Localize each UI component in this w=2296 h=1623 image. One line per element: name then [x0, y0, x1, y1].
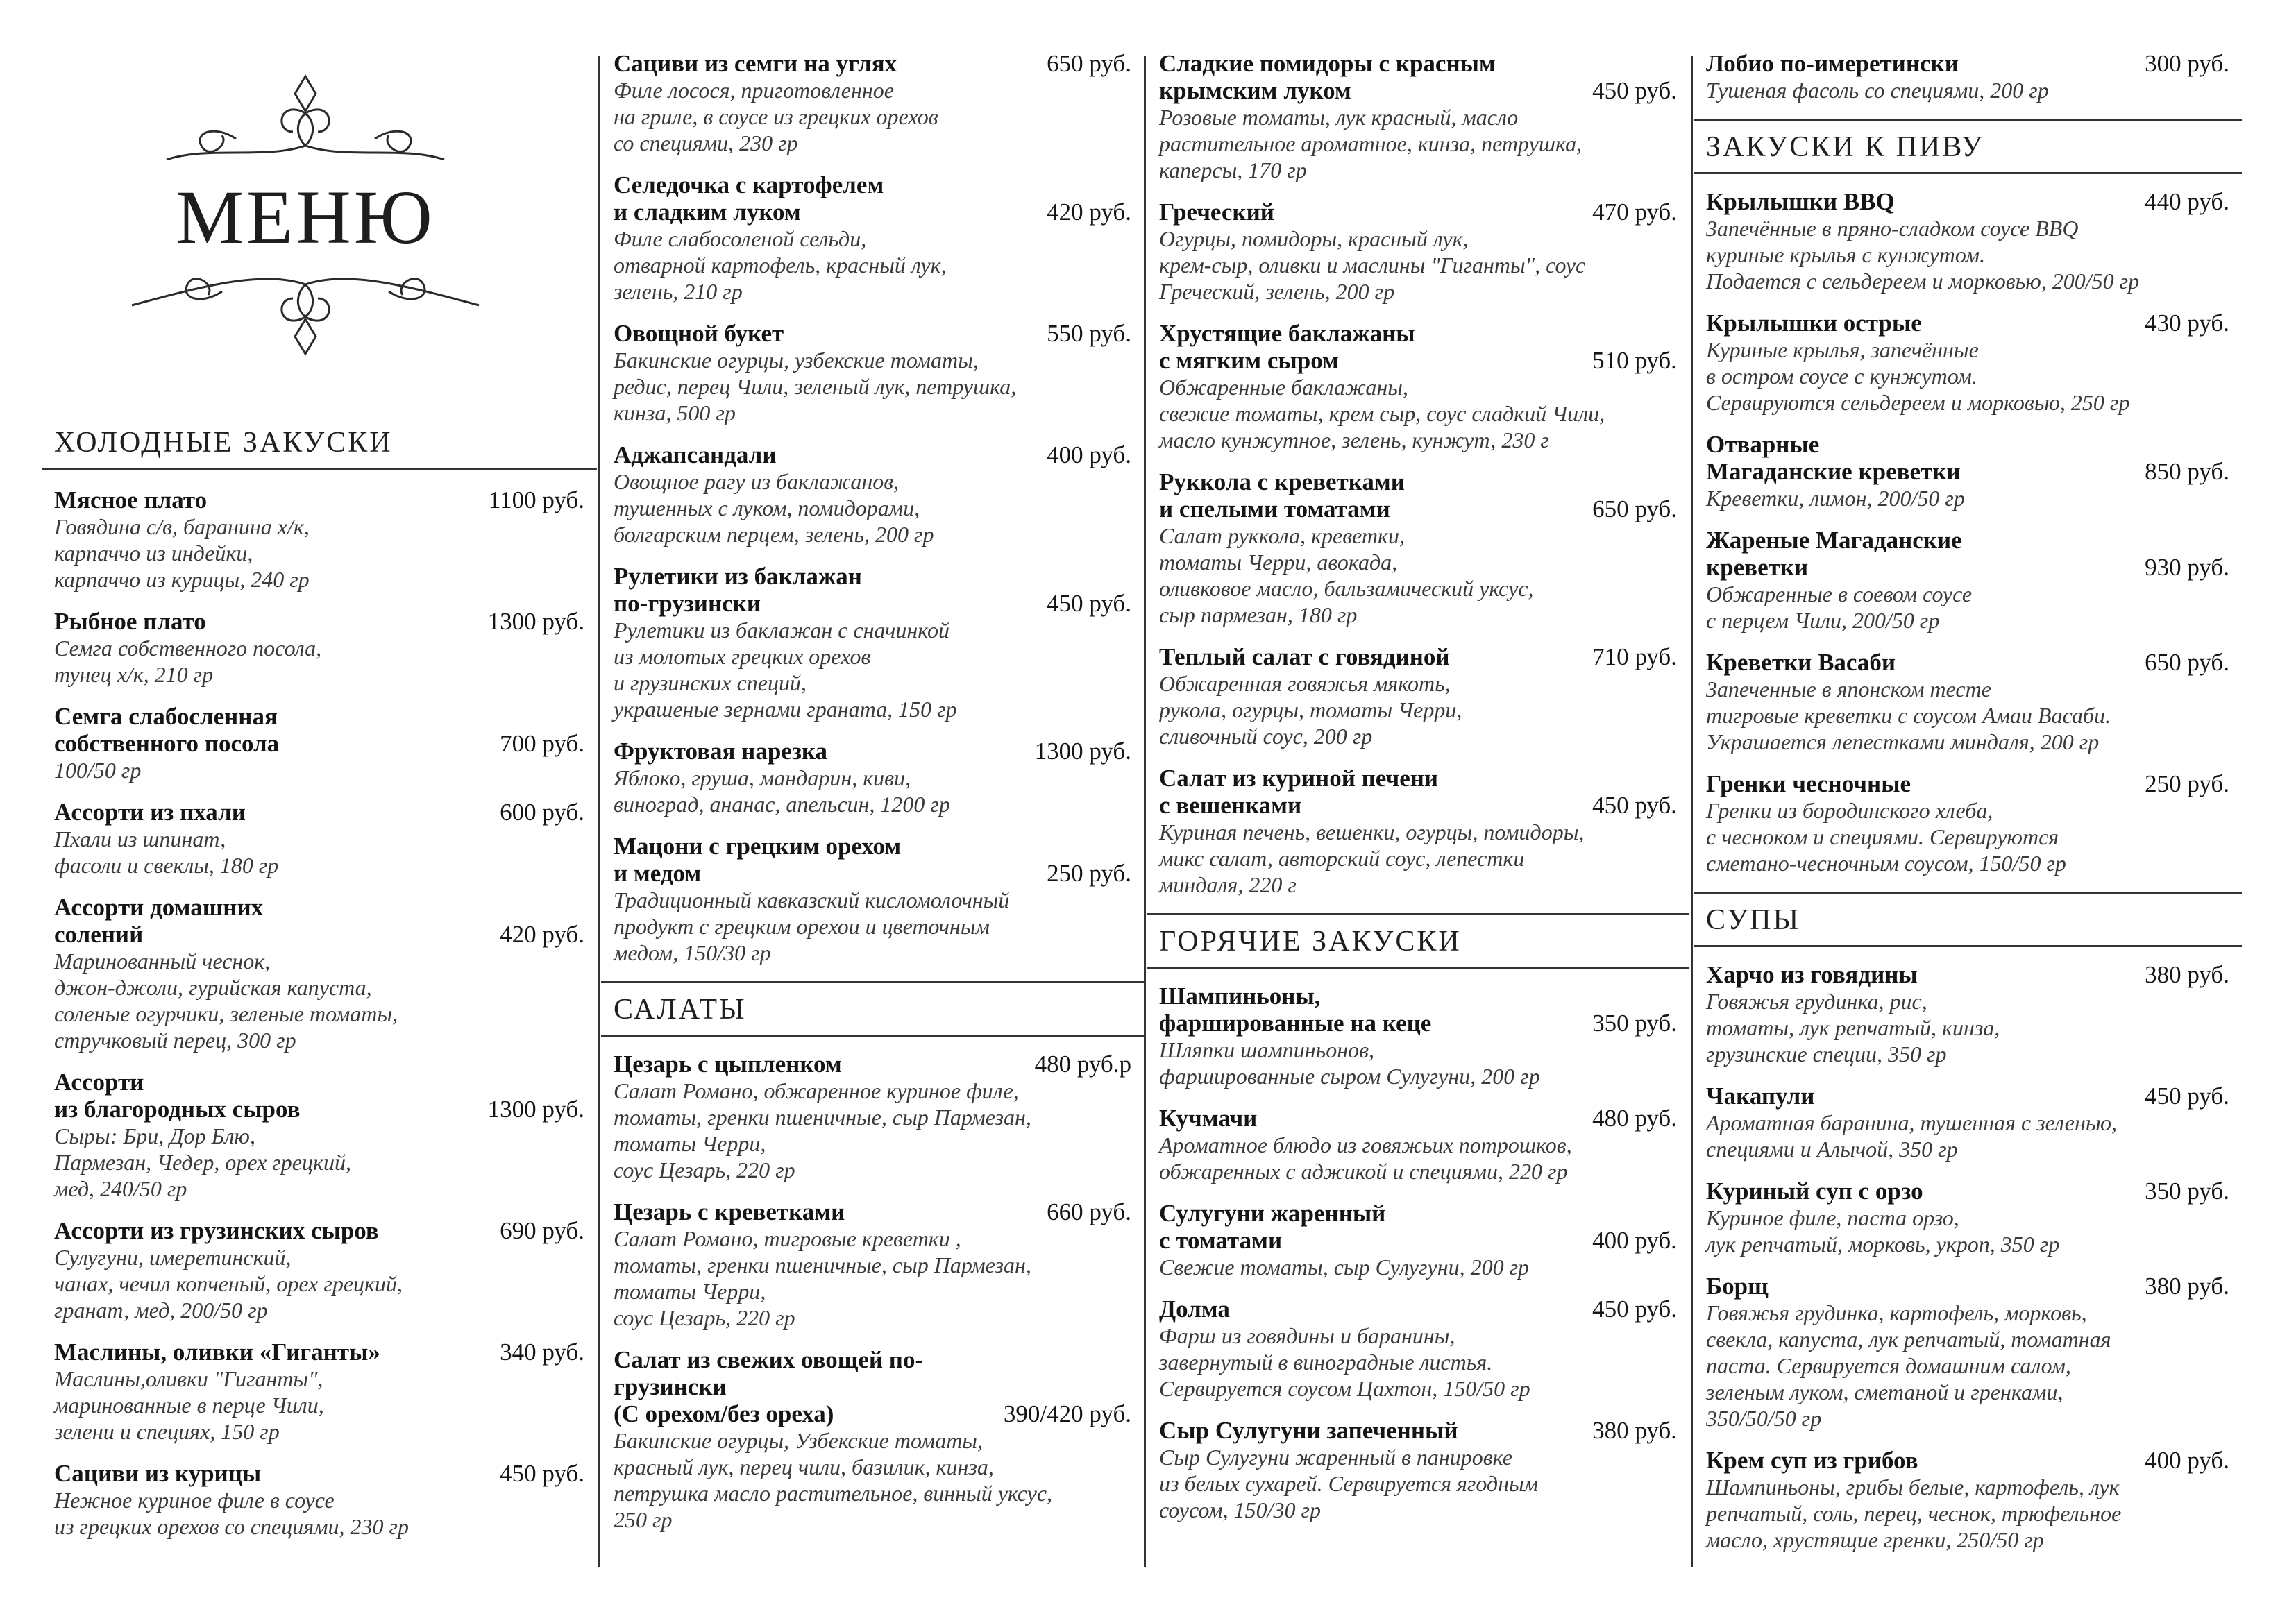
dish-description: Овощное рагу из баклажанов, тушенных с луком, помидорами, болгарским перцем, зелень, 200 гр [614, 469, 934, 547]
dish-description: Говяжья грудинка, рис, томаты, лук репчатый, кинза, грузинские специи, 350 гр [1706, 989, 2000, 1067]
dish-price: 550 руб. [1047, 320, 1131, 347]
dish-name: Семга слабосленная собственного посола [54, 703, 280, 757]
menu-item-header [1706, 961, 2229, 988]
menu-title: МЕНЮ [176, 175, 435, 260]
menu-item [614, 320, 1131, 426]
dish-name: Сациви из курицы [54, 1460, 262, 1487]
dish-price: 420 руб. [1047, 198, 1131, 226]
dish-description: Бакинские огурцы, Узбекские томаты, красный лук, перец чили, базилик, кинза, петрушка масло растительное, винный уксус, 250 гр [614, 1428, 1053, 1532]
dish-name: Цезарь с цыпленком [614, 1051, 842, 1078]
dish-description: Салат Романо, тигровые креветки , томаты, гренки пшеничные, сыр Пармезан, томаты Черри, соус Цезарь, 220 гр [614, 1226, 1031, 1330]
menu-column-1 [42, 42, 597, 1567]
dish-price: 850 руб. [2145, 458, 2229, 485]
menu-item [1159, 1105, 1677, 1184]
dish-name: Кучмачи [1159, 1105, 1258, 1132]
dish-price: 480 руб.р [1034, 1051, 1131, 1078]
dish-price: 660 руб. [1047, 1198, 1131, 1225]
dish-name: Жареные Магаданские креветки [1706, 527, 1962, 581]
dish-name: Сулугуни жаренный с томатами [1159, 1200, 1386, 1254]
menu-item-header [1706, 527, 2229, 581]
dish-price: 1300 руб. [487, 1096, 584, 1123]
dish-price: 930 руб. [2145, 554, 2229, 581]
section-title: ЗАКУСКИ К ПИВУ [1706, 131, 1984, 163]
dish-name: Мясное плато [54, 486, 208, 513]
dish-price: 450 руб. [500, 1460, 584, 1487]
dish-price: 380 руб. [2145, 961, 2229, 988]
dish-description: Рулетики из баклажан с сначинкой из молотых грецких орехов и грузинских специй, украшеные зернами граната, 150 гр [614, 618, 957, 722]
menu-item [614, 171, 1131, 305]
menu-item-header [54, 1339, 584, 1366]
section-salads-cont [1147, 42, 1689, 898]
menu-item [614, 738, 1131, 817]
dish-description: Куриная печень, вешенки, огурцы, помидоры, микс салат, авторский соус, лепестки миндаля, 220 г [1159, 819, 1585, 897]
dish-description: Маслины,оливки "Гиганты", маринованные в перце Чили, зелени и специях, 150 гр [54, 1366, 324, 1444]
dish-description: Бакинские огурцы, узбекские томаты, редис, перец Чили, зеленый лук, петрушка, кинза, 500 гр [614, 348, 1017, 425]
dish-price: 450 руб. [2145, 1082, 2229, 1110]
dish-name: Руккола с креветками и спелыми томатами [1159, 468, 1405, 522]
dish-price: 650 руб. [1592, 495, 1677, 522]
dish-description: Ароматное блюдо из говяжьих потрошков, обжаренных с аджикой и специями, 220 гр [1159, 1132, 1572, 1184]
dish-price: 390/420 руб. [1003, 1400, 1131, 1427]
section-title: САЛАТЫ [614, 994, 747, 1026]
menu-item-header [1706, 50, 2229, 77]
dish-description: Фарш из говядины и баранины, завернутый в виноградные листья. Сервируется соусом Цахтон, 150/50 гр [1159, 1323, 1530, 1401]
menu-item [1706, 1447, 2229, 1553]
dish-price: 510 руб. [1592, 347, 1677, 374]
dish-price: 250 руб. [2145, 770, 2229, 797]
items-list [42, 470, 597, 1540]
dish-price: 400 руб. [1592, 1227, 1677, 1254]
dish-description: Куриное филе, паста орзо, лук репчатый, морковь, укроп, 350 гр [1706, 1205, 2060, 1257]
dish-description: Сыры: Бри, Дор Блю, Пармезан, Чедер, орех грецкий, мед, 240/50 гр [54, 1123, 351, 1201]
menu-item [1159, 765, 1677, 898]
menu-item-header [1706, 770, 2229, 797]
menu-item-header [1706, 1273, 2229, 1300]
dish-price: 650 руб. [2145, 649, 2229, 676]
menu-item [614, 1198, 1131, 1331]
menu-item [614, 833, 1131, 966]
menu-item [1706, 1082, 2229, 1162]
menu-item-header [1159, 468, 1677, 522]
dish-name: Фруктовая нарезка [614, 738, 828, 765]
dish-price: 600 руб. [500, 799, 584, 826]
dish-description: Нежное куриное филе в соусе из грецких орехов со специями, 230 гр [54, 1488, 410, 1539]
items-list [1694, 42, 2242, 103]
menu-item [614, 1051, 1131, 1183]
menu-item [54, 486, 584, 593]
section-cold-appetizers-cont [601, 42, 1144, 966]
dish-name: Борщ [1706, 1273, 1769, 1300]
dish-price: 380 руб. [1592, 1417, 1677, 1444]
menu-column-3 [1147, 42, 1689, 1567]
menu-item [1706, 1273, 2229, 1431]
dish-description: Говядина с/в, баранина х/к, карпаччо из индейки, карпаччо из курицы, 240 гр [54, 514, 310, 592]
menu-item [54, 894, 584, 1053]
menu-item [614, 50, 1131, 156]
menu-logo [125, 56, 583, 375]
menu-item [1706, 431, 2229, 511]
dish-name: Аджапсандали [614, 441, 777, 468]
menu-item-header [614, 171, 1131, 226]
dish-name: Цезарь с креветками [614, 1198, 845, 1225]
dish-description: Креветки, лимон, 200/50 гр [1706, 486, 1965, 511]
menu-item-header [1706, 309, 2229, 337]
menu-item-header [1159, 1417, 1677, 1444]
column-divider [1144, 56, 1146, 1567]
menu-item-header [1159, 198, 1677, 226]
dish-name: Чакапули [1706, 1082, 1815, 1110]
dish-name: Креветки Васаби [1706, 649, 1896, 676]
dish-name: Ассорти из благородных сыров [54, 1069, 301, 1123]
menu-item-header [614, 50, 1131, 77]
dish-description: Обжаренная говяжья мякоть, рукола, огурцы, томаты Черри, сливочный соус, 200 гр [1159, 671, 1462, 749]
dish-price: 350 руб. [1592, 1010, 1677, 1037]
dish-name: Мацони с грецким орехом и медом [614, 833, 902, 887]
dish-name: Шампиньоны, фаршированные на кеце [1159, 983, 1432, 1037]
menu-item [1159, 468, 1677, 628]
dish-description: Яблоко, груша, мандарин, киви, виноград, ананас, апельсин, 1200 гр [614, 765, 950, 817]
dish-name: Ассорти из пхали [54, 799, 246, 826]
dish-price: 450 руб. [1592, 1295, 1677, 1323]
menu-item [54, 799, 584, 878]
menu-item [1159, 643, 1677, 749]
items-list [1694, 174, 2242, 876]
dish-description: Филе слабосоленой сельди, отварной картофель, красный лук, зелень, 210 гр [614, 226, 947, 304]
dish-description: Маринованный чеснок, джон-джоли, гурийская капуста, соленые огурчики, зеленые томаты, стручковый перец, 300 гр [54, 949, 398, 1053]
menu-item [1159, 1200, 1677, 1280]
menu-item [1706, 527, 2229, 634]
menu-item-header [1159, 1200, 1677, 1254]
menu-item [1706, 50, 2229, 103]
menu-item [1706, 1178, 2229, 1257]
menu-item-header [614, 738, 1131, 765]
dish-price: 690 руб. [500, 1217, 584, 1244]
dish-price: 420 руб. [500, 921, 584, 948]
menu-item [614, 1346, 1131, 1533]
dish-price: 400 руб. [2145, 1447, 2229, 1474]
menu-item [1159, 983, 1677, 1089]
menu-item-header [1159, 50, 1677, 104]
menu-item-header [1706, 649, 2229, 676]
dish-name: Лобио по-имеретински [1706, 50, 1959, 77]
dish-name: Крем суп из грибов [1706, 1447, 1918, 1474]
dish-name: Отварные Магаданские креветки [1706, 431, 1961, 485]
menu-item-header [614, 1051, 1131, 1078]
dish-description: Шляпки шампиньонов, фаршированные сыром Сулугуни, 200 гр [1159, 1037, 1540, 1089]
menu-item-header [1706, 1447, 2229, 1474]
section-beer-snacks [1694, 119, 2242, 876]
menu-item-header [1159, 320, 1677, 374]
dish-price: 450 руб. [1592, 77, 1677, 104]
section-title: СУПЫ [1706, 904, 1801, 936]
menu-item-header [1706, 431, 2229, 485]
menu-item-header [1159, 643, 1677, 670]
menu-item-header [614, 441, 1131, 468]
dish-price: 430 руб. [2145, 309, 2229, 337]
dish-name: Хрустящие баклажаны с мягким сыром [1159, 320, 1415, 374]
dish-price: 300 руб. [2145, 50, 2229, 77]
dish-name: Салат из свежих овощей по-грузински (С орехом/без ореха) [614, 1346, 924, 1427]
dish-name: Куриный суп с орзо [1706, 1178, 1923, 1205]
items-list [1694, 947, 2242, 1553]
menu-item [1706, 188, 2229, 294]
column-divider [1691, 56, 1693, 1567]
dish-name: Рулетики из баклажан по-грузински [614, 563, 862, 617]
dish-description: Тушеная фасоль со специями, 200 гр [1706, 78, 2049, 103]
menu-column-4 [1694, 42, 2242, 1567]
section-hot-appetizers [1147, 913, 1689, 1523]
menu-item-header [614, 833, 1131, 887]
dish-price: 400 руб. [1047, 441, 1131, 468]
dish-description: Ароматная баранина, тушенная с зеленью, специями и Алычой, 350 гр [1706, 1110, 2117, 1162]
dish-name: Сыр Сулугуни запеченный [1159, 1417, 1458, 1444]
dish-description: Шампиньоны, грибы белые, картофель, лук репчатый, соль, перец, чеснок, трюфельное масло, хрустящие гренки, 250/50 гр [1706, 1475, 2122, 1552]
menu-item-header [1159, 1295, 1677, 1323]
dish-price: 450 руб. [1592, 792, 1677, 819]
menu-item-header [614, 320, 1131, 347]
dish-price: 350 руб. [2145, 1178, 2229, 1205]
dish-name: Гренки чесночные [1706, 770, 1911, 797]
dish-description: Свежие томаты, сыр Сулугуни, 200 гр [1159, 1255, 1530, 1280]
menu-item-header [54, 1069, 584, 1123]
section-cold-appetizers [42, 416, 597, 1555]
dish-description: Говяжья грудинка, картофель, морковь, свекла, капуста, лук репчатый, томатная паста. Сервируется домашним салом, зеленым луком, сметаной и гренками, 350/50/50 гр [1706, 1300, 2111, 1431]
dish-price: 700 руб. [500, 730, 584, 757]
menu-item [1706, 770, 2229, 876]
dish-description: Огурцы, помидоры, красный лук, крем-сыр, оливки и маслины "Гиганты", соус Греческий, зелень, 200 гр [1159, 226, 1586, 304]
dish-name: Сациви из семги на углях [614, 50, 897, 77]
dish-name: Салат из куриной печени с вешенками [1159, 765, 1439, 819]
menu-item [54, 703, 584, 783]
menu-item-header [614, 563, 1131, 617]
dish-description: Сулугуни, имеретинский, чанах, чечил копченый, орех грецкий, гранат, мед, 200/50 гр [54, 1245, 403, 1323]
menu-item-header [54, 608, 584, 635]
items-list [601, 1037, 1144, 1533]
dish-name: Долма [1159, 1295, 1230, 1323]
dish-name: Ассорти домашних солений [54, 894, 264, 948]
dish-name: Маслины, оливки «Гиганты» [54, 1339, 380, 1366]
column-divider [598, 56, 600, 1567]
dish-name: Ассорти из грузинских сыров [54, 1217, 379, 1244]
items-list [1147, 42, 1689, 898]
dish-name: Крылышки BBQ [1706, 188, 1895, 215]
menu-item-header [54, 703, 584, 757]
menu-item [1159, 1295, 1677, 1402]
section-title: ХОЛОДНЫЕ ЗАКУСКИ [54, 427, 393, 459]
menu-item [1159, 320, 1677, 453]
dish-description: Филе лосося, приготовленное на гриле, в соусе из грецких орехов со специями, 230 гр [614, 78, 938, 155]
menu-item [1706, 649, 2229, 755]
menu-item-header [1706, 1178, 2229, 1205]
section-hot-appetizers-cont [1694, 42, 2242, 103]
menu-item-header [1159, 1105, 1677, 1132]
dish-description: Гренки из бородинского хлеба, с чесноком и специями. Сервируются сметано-чесночным соусом, 150/50 гр [1706, 798, 2066, 876]
dish-price: 1300 руб. [1034, 738, 1131, 765]
section-title: ГОРЯЧИЕ ЗАКУСКИ [1159, 926, 1462, 958]
menu-item [1159, 198, 1677, 305]
dish-name: Крылышки острые [1706, 309, 1922, 337]
dish-description: Куриные крылья, запечённые в остром соусе с кунжутом. Сервируются сельдереем и морковью, 250 гр [1706, 337, 2130, 415]
menu-item [54, 1460, 584, 1540]
menu-item [54, 1339, 584, 1445]
section-salads [601, 981, 1144, 1533]
dish-price: 440 руб. [2145, 188, 2229, 215]
menu-item [614, 563, 1131, 722]
dish-name: Харчо из говядины [1706, 961, 1918, 988]
dish-name: Селедочка с картофелем и сладким луком [614, 171, 884, 226]
dish-name: Греческий [1159, 198, 1274, 226]
dish-price: 250 руб. [1047, 860, 1131, 887]
dish-description: Традиционный кавказский кисломолочный продукт с грецким орехои и цветочным медом, 150/30 гр [614, 887, 1010, 965]
dish-description: Семга собственного посола, тунец х/к, 210 гр [54, 636, 322, 687]
items-list [1147, 969, 1689, 1523]
dish-name: Овощной букет [614, 320, 784, 347]
menu-item-header [1159, 765, 1677, 819]
menu-item-header [614, 1198, 1131, 1225]
dish-price: 380 руб. [2145, 1273, 2229, 1300]
dish-description: 100/50 гр [54, 758, 142, 783]
menu-item [54, 608, 584, 688]
dish-description: Салат руккола, креветки, томаты Черри, авокада, оливковое масло, бальзамический уксус, сыр пармезан, 180 гр [1159, 523, 1534, 627]
menu-item [1706, 309, 2229, 416]
dish-description: Обжаренные в соевом соусе с перцем Чили, 200/50 гр [1706, 581, 1973, 633]
dish-name: Сладкие помидоры с красным крымским луком [1159, 50, 1496, 104]
dish-name: Теплый салат с говядиной [1159, 643, 1450, 670]
dish-price: 450 руб. [1047, 590, 1131, 617]
menu-item [1159, 1417, 1677, 1523]
menu-item-header [54, 894, 584, 948]
dish-description: Запечённые в пряно-сладком соусе BBQ куриные крылья с кунжутом. Подается с сельдереем и морковью, 200/50 гр [1706, 216, 2140, 294]
menu-item-header [54, 799, 584, 826]
items-list [601, 42, 1144, 966]
dish-description: Розовые томаты, лук красный, масло растительное ароматное, кинза, петрушка, каперсы, 170 гр [1159, 105, 1582, 182]
dish-price: 710 руб. [1592, 643, 1677, 670]
dish-description: Пхали из шпинат, фасоли и свеклы, 180 гр [54, 826, 279, 878]
dish-name: Рыбное плато [54, 608, 206, 635]
menu-item-header [1159, 983, 1677, 1037]
section-soups [1694, 892, 2242, 1553]
dish-price: 650 руб. [1047, 50, 1131, 77]
dish-description: Обжаренные баклажаны, свежие томаты, крем сыр, соус сладкий Чили, масло кунжутное, зелень, кунжут, 230 г [1159, 375, 1605, 452]
dish-price: 480 руб. [1592, 1105, 1677, 1132]
menu-item-header [1706, 1082, 2229, 1110]
menu-item [54, 1217, 584, 1323]
dish-description: Сыр Сулугуни жаренный в панировке из белых сухарей. Сервируется ягодным соусом, 150/30 гр [1159, 1445, 1539, 1522]
menu-column-2 [601, 42, 1144, 1567]
dish-description: Запеченные в японском тесте тигровые креветки с соусом Амаи Васаби. Украшается лепестками миндаля, 200 гр [1706, 677, 2111, 754]
menu-item-header [54, 1217, 584, 1244]
menu-item-header [54, 1460, 584, 1487]
dish-price: 1100 руб. [488, 486, 584, 513]
menu-item [1159, 50, 1677, 183]
dish-description: Салат Романо, обжаренное куриное филе, томаты, гренки пшеничные, сыр Пармезан, томаты Черри, соус Цезарь, 220 гр [614, 1078, 1031, 1182]
dish-price: 340 руб. [500, 1339, 584, 1366]
dish-price: 470 руб. [1592, 198, 1677, 226]
menu-item-header [1706, 188, 2229, 215]
menu-item [1706, 961, 2229, 1067]
menu-item-header [614, 1346, 1131, 1427]
menu-item-header [54, 486, 584, 513]
menu-item [614, 441, 1131, 547]
menu-item [54, 1069, 584, 1202]
dish-price: 1300 руб. [487, 608, 584, 635]
